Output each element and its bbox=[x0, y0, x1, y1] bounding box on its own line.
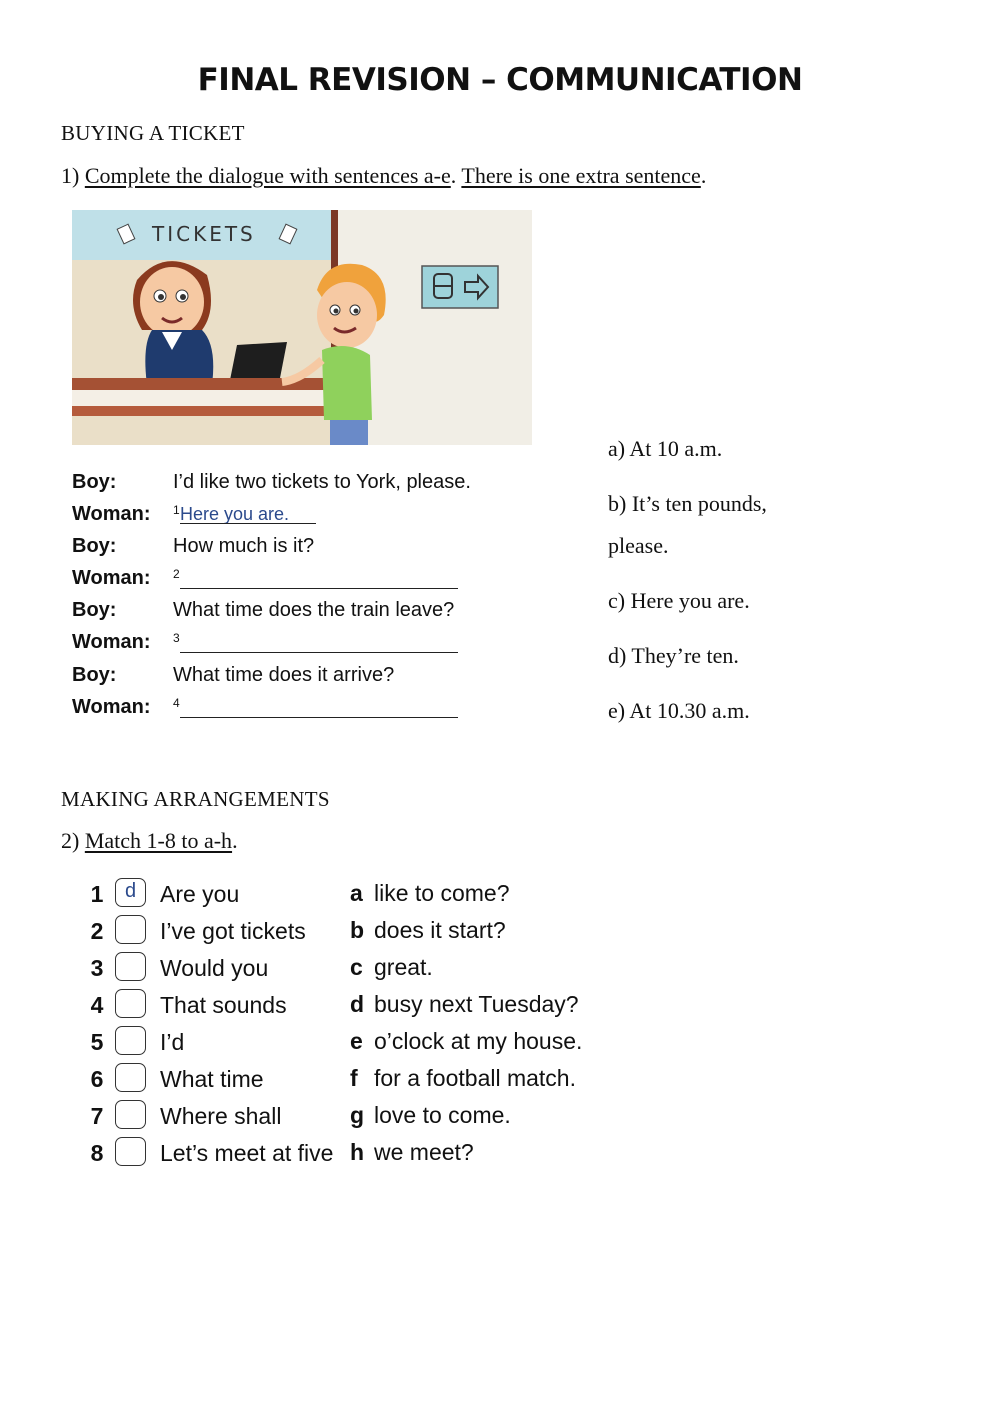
item-number: 1 bbox=[90, 881, 104, 907]
item-number: 6 bbox=[90, 1066, 104, 1092]
instruction-1: 1) Complete the dialogue with sentences a-e. There is one extra sentence. bbox=[61, 163, 707, 188]
answer-blank-3[interactable] bbox=[180, 634, 458, 653]
phrase-ending: does it start? bbox=[374, 917, 506, 943]
speaker-boy: Boy: bbox=[72, 664, 117, 686]
speaker-woman: Woman: bbox=[72, 503, 151, 525]
ending-letter: d bbox=[350, 991, 365, 1017]
option-c: c) Here you are. bbox=[608, 588, 750, 613]
blank-number: 3 bbox=[173, 631, 180, 645]
answer-box-value: d bbox=[124, 880, 137, 902]
answer-box-6[interactable] bbox=[115, 1063, 146, 1092]
answer-box-8[interactable] bbox=[115, 1137, 146, 1166]
section-heading-buying-ticket: BUYING A TICKET bbox=[61, 121, 245, 145]
dialogue-line: I’d like two tickets to York, please. bbox=[173, 471, 471, 493]
item-number: 4 bbox=[90, 992, 104, 1018]
ending-letter: f bbox=[350, 1065, 358, 1091]
phrase-start: Are you bbox=[160, 881, 240, 907]
instruction-text-b: There is one extra sentence bbox=[461, 163, 701, 188]
dialogue-line: What time does the train leave? bbox=[173, 599, 455, 621]
dialogue-line: What time does it arrive? bbox=[173, 664, 395, 686]
phrase-ending: great. bbox=[374, 954, 433, 980]
answer-box-5[interactable] bbox=[115, 1026, 146, 1055]
phrase-ending: like to come? bbox=[374, 880, 510, 906]
phrase-start: I’d bbox=[160, 1029, 185, 1055]
item-number: 3 bbox=[90, 955, 104, 981]
instruction-number: 1) bbox=[61, 163, 80, 188]
speaker-woman: Woman: bbox=[72, 696, 151, 718]
answer-box-7[interactable] bbox=[115, 1100, 146, 1129]
phrase-start: What time bbox=[160, 1066, 264, 1092]
train-platform-sign bbox=[422, 266, 498, 308]
ending-letter: h bbox=[350, 1139, 365, 1165]
option-a: a) At 10 a.m. bbox=[608, 436, 723, 461]
ending-letter: b bbox=[350, 917, 365, 943]
dialogue-line: How much is it? bbox=[173, 535, 315, 557]
answer-box-2[interactable] bbox=[115, 915, 146, 944]
tickets-sign-text: TICKETS bbox=[152, 222, 256, 246]
speaker-woman: Woman: bbox=[72, 631, 151, 653]
instruction-number: 2) bbox=[61, 828, 80, 853]
phrase-start: I’ve got tickets bbox=[160, 918, 306, 944]
answer-blank-1[interactable] bbox=[180, 505, 316, 524]
speaker-boy: Boy: bbox=[72, 599, 117, 621]
answer-box-1[interactable] bbox=[115, 878, 146, 907]
answer-box-3[interactable] bbox=[115, 952, 146, 981]
item-number: 2 bbox=[90, 918, 104, 944]
phrase-ending: busy next Tuesday? bbox=[374, 991, 579, 1017]
option-d: d) They’re ten. bbox=[608, 643, 739, 668]
phrase-ending: for a football match. bbox=[374, 1065, 576, 1091]
item-number: 8 bbox=[90, 1140, 104, 1166]
section-heading-making-arrangements: MAKING ARRANGEMENTS bbox=[61, 787, 330, 811]
filled-answer-1: Here you are. bbox=[180, 504, 290, 524]
ending-letter: e bbox=[350, 1028, 363, 1054]
page-title: FINAL REVISION – COMMUNICATION bbox=[197, 62, 803, 98]
answer-blank-4[interactable] bbox=[180, 699, 458, 718]
speaker-woman: Woman: bbox=[72, 567, 151, 589]
instruction-text: Match 1-8 to a-h bbox=[84, 828, 233, 853]
blank-number: 4 bbox=[173, 696, 180, 710]
phrase-start: Where shall bbox=[160, 1103, 282, 1129]
answer-blank-2[interactable] bbox=[180, 570, 458, 589]
ending-letter: g bbox=[350, 1102, 365, 1128]
option-e: e) At 10.30 a.m. bbox=[608, 698, 750, 723]
item-number: 7 bbox=[90, 1103, 104, 1129]
phrase-ending: o’clock at my house. bbox=[374, 1028, 583, 1054]
phrase-start: That sounds bbox=[160, 992, 287, 1018]
item-number: 5 bbox=[90, 1029, 104, 1055]
instruction-2: 2) Match 1-8 to a-h. bbox=[61, 828, 238, 853]
ticket-office-illustration bbox=[72, 210, 532, 445]
instruction-text-a: Complete the dialogue with sentences a-e bbox=[84, 163, 451, 188]
ending-letter: c bbox=[350, 954, 363, 980]
phrase-ending: we meet? bbox=[374, 1139, 474, 1165]
speaker-boy: Boy: bbox=[72, 471, 117, 493]
ending-letter: a bbox=[350, 880, 363, 906]
option-b: b) It’s ten pounds, bbox=[608, 491, 767, 516]
answer-box-4[interactable] bbox=[115, 989, 146, 1018]
phrase-ending: love to come. bbox=[374, 1102, 511, 1128]
blank-number: 1 bbox=[173, 503, 180, 517]
computer-monitor bbox=[230, 342, 287, 380]
phrase-start: Would you bbox=[160, 955, 269, 981]
option-b-continued: please. bbox=[608, 533, 669, 558]
speaker-boy: Boy: bbox=[72, 535, 117, 557]
blank-number: 2 bbox=[173, 567, 180, 581]
phrase-start: Let’s meet at five bbox=[160, 1140, 334, 1166]
